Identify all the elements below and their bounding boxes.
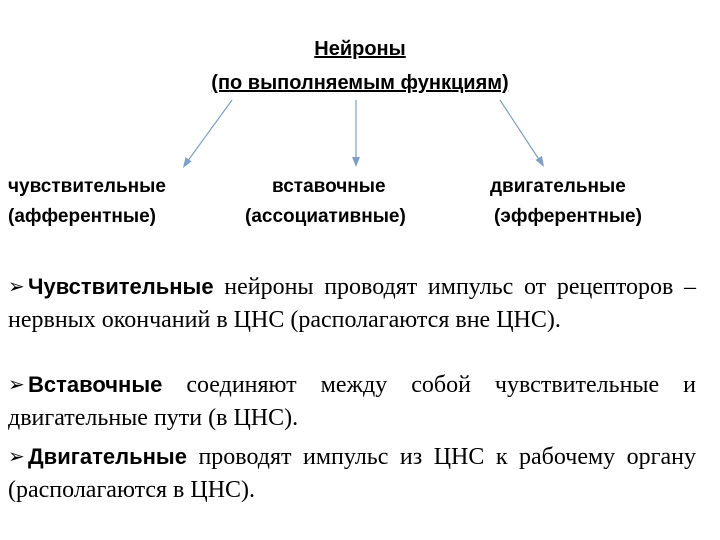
description-term: Двигательные [28, 444, 187, 469]
description-text: нейроны проводят импульс от рецепторов – нервных окончаний в ЦНС (располагаются вне ЦНС). [8, 274, 696, 333]
diagram-subtitle: (по выполняемым функциям) [211, 72, 509, 94]
description-sensory [8, 270, 696, 337]
description-term: Чувствительные [28, 274, 214, 299]
arrow-bullet-icon: ➢ [8, 274, 25, 298]
description-text: проводят импульс из ЦНС к рабочему органу (располагаются в ЦНС). [8, 444, 697, 503]
description-interneuron [8, 368, 696, 435]
category-motor-alt: (эфферентные) [494, 206, 642, 227]
arrow-left [183, 100, 232, 168]
arrow-center [352, 100, 360, 167]
description-term: Вставочные [28, 372, 163, 397]
arrow-bullet-icon: ➢ [8, 372, 25, 396]
description-text: соединяют между собой чувствительные и двигательные пути (в ЦНС). [8, 372, 697, 431]
category-sensory-alt: (афферентные) [8, 206, 157, 227]
category-sensory-name: чувствительные [8, 176, 166, 197]
diagram-title: Нейроны [314, 38, 406, 60]
category-motor-name: двигательные [490, 176, 626, 197]
description-motor [8, 440, 696, 507]
arrow-bullet-icon: ➢ [8, 444, 25, 468]
category-interneuron-name: вставочные [272, 176, 386, 197]
arrow-right [500, 100, 544, 167]
category-interneuron-alt: (ассоциативные) [245, 206, 406, 227]
